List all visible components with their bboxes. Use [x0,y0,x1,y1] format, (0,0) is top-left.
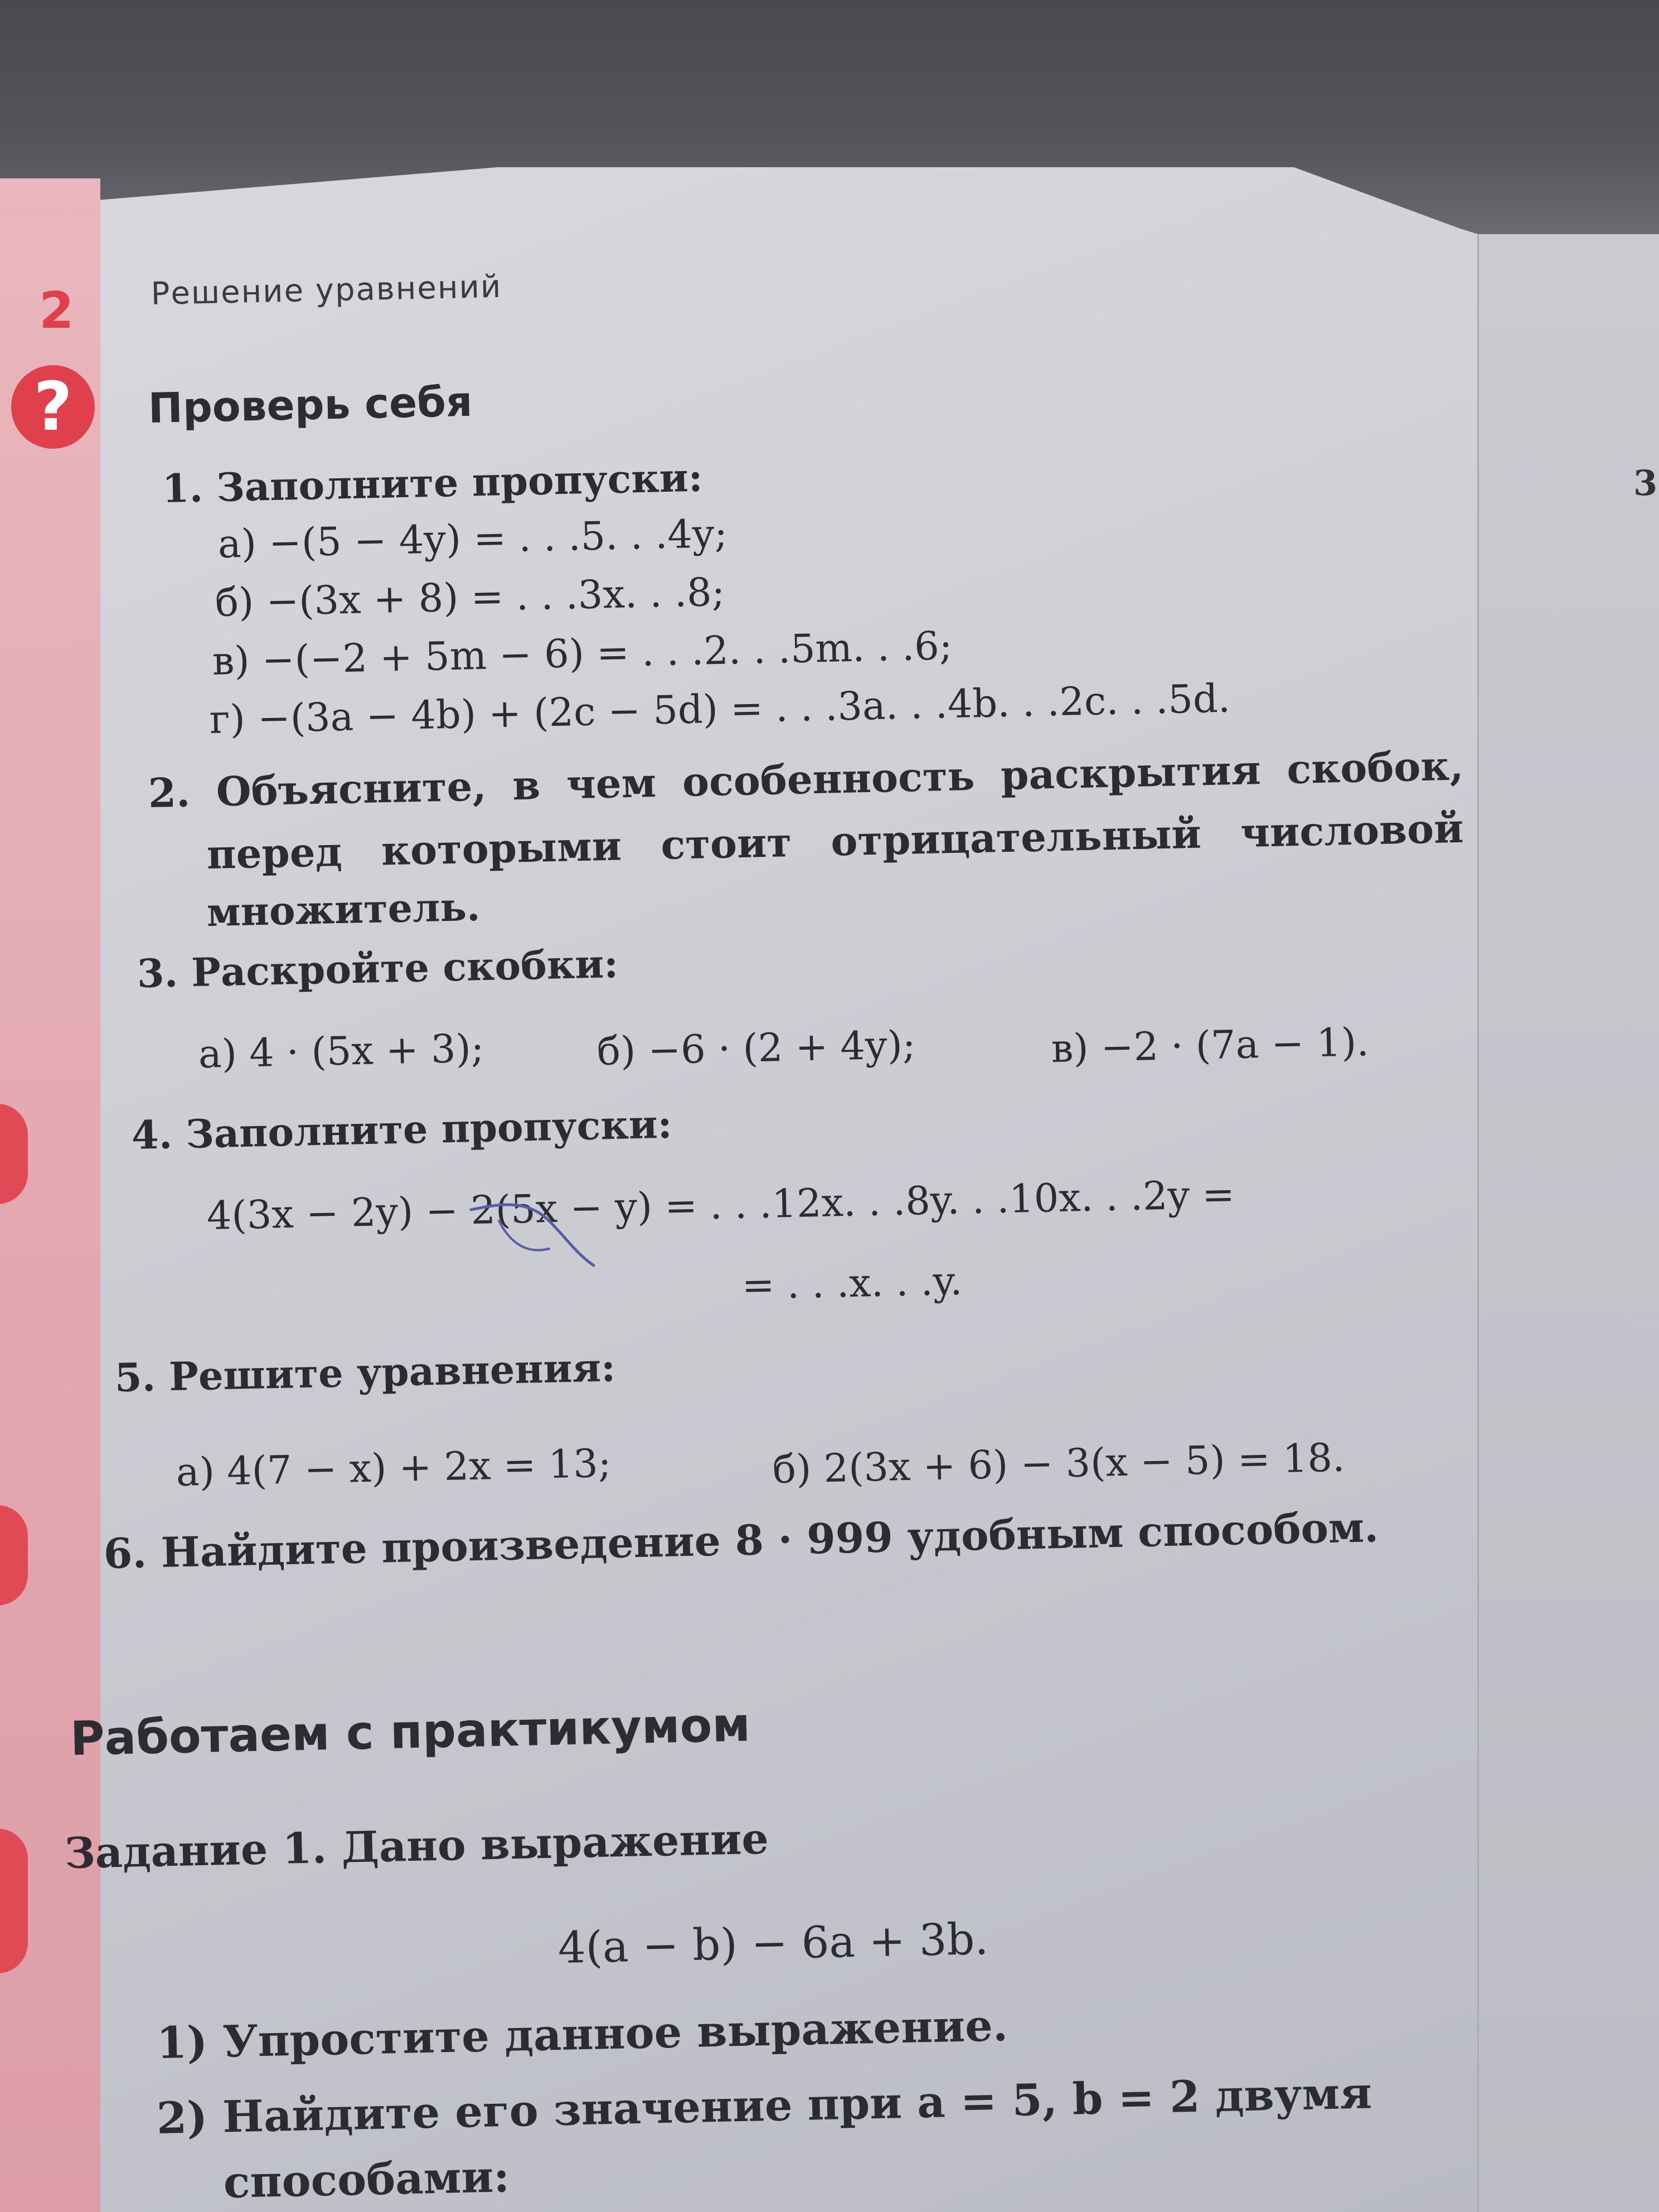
task2-word: стоит [660,818,792,869]
practice-step-1: 1) Упростите данное выражение. [156,2000,1008,2069]
question-glyph: ? [33,368,72,446]
chapter-title: Решение уравнений [151,268,502,312]
task4-label: 4. Заполните пропуски: [131,1100,673,1158]
practice-section-title: Работаем с практикумом [70,1697,751,1766]
task2-line2 [206,804,1464,878]
task1-item-a: а) −(5 − 4y) = . . .5. . .4y; [217,510,728,567]
task2-word: отрицательный [830,809,1202,865]
task2-word: перед [206,827,343,878]
task3-item-c: в) −2 · (7a − 1). [1051,1019,1370,1071]
task2-word: числовой [1240,804,1464,857]
check-section-title: Проверь себя [148,377,473,433]
task2-line1 [148,742,1464,817]
practice-step-2: 2) Найдите его значение при a = 5, b = 2 двумя [156,2068,1372,2144]
practice-step-2-cont: способами: [223,2151,510,2208]
task1-label: 1. Заполните пропуски: [162,454,704,512]
task2-word: в [512,761,541,809]
question-mark-icon [11,365,95,449]
task2-word: 2. [148,768,191,817]
task5-item-b: б) 2(3x + 6) − 3(x − 5) = 18. [772,1434,1346,1492]
task2-word: особенность [682,751,976,806]
task3-item-a: а) 4 · (5x + 3); [198,1025,485,1077]
task5-item-a: а) 4(7 − x) + 2x = 13; [176,1440,612,1495]
task6-text: 6. Найдите произведение 8 · 999 удобным способом. [103,1503,1379,1578]
task3-item-b: б) −6 · (2 + 4y); [596,1022,916,1074]
task4-line2: = . . .x. . .y. [741,1258,963,1308]
task2-word: чем [566,758,657,808]
task2-word: Объясните, [215,762,487,816]
task1-item-d: г) −(3a − 4b) + (2c − 5d) = . . .3a. . .4b. . .2c. . .5d. [209,675,1231,743]
task2-word: скобок, [1286,741,1464,793]
task2-word: которыми [381,822,622,875]
task2-line3: множитель. [206,883,481,935]
task3-label: 3. Раскройте скобки: [137,940,619,997]
task2-word: раскрытия [1000,746,1262,799]
task5-label: 5. Решите уравнения: [114,1344,616,1401]
chapter-number: 2 [39,282,74,340]
task1-item-b: б) −(3x + 8) = . . .3x. . .8; [215,569,726,625]
practice-expression: 4(a − b) − 6a + 3b. [557,1914,989,1973]
task4-line1: 4(3x − 2y) − 2(5x − y) = . . .12x. . .8y. . .10x. . .2y = [206,1171,1235,1239]
practice-task-label: Задание 1. Дано выражение [64,1813,769,1878]
next-page-number: 3 [1633,463,1658,503]
handwritten-pen-mark [465,1187,599,1277]
task1-item-c: в) −(−2 + 5m − 6) = . . .2. . .5m. . .6; [212,623,953,684]
